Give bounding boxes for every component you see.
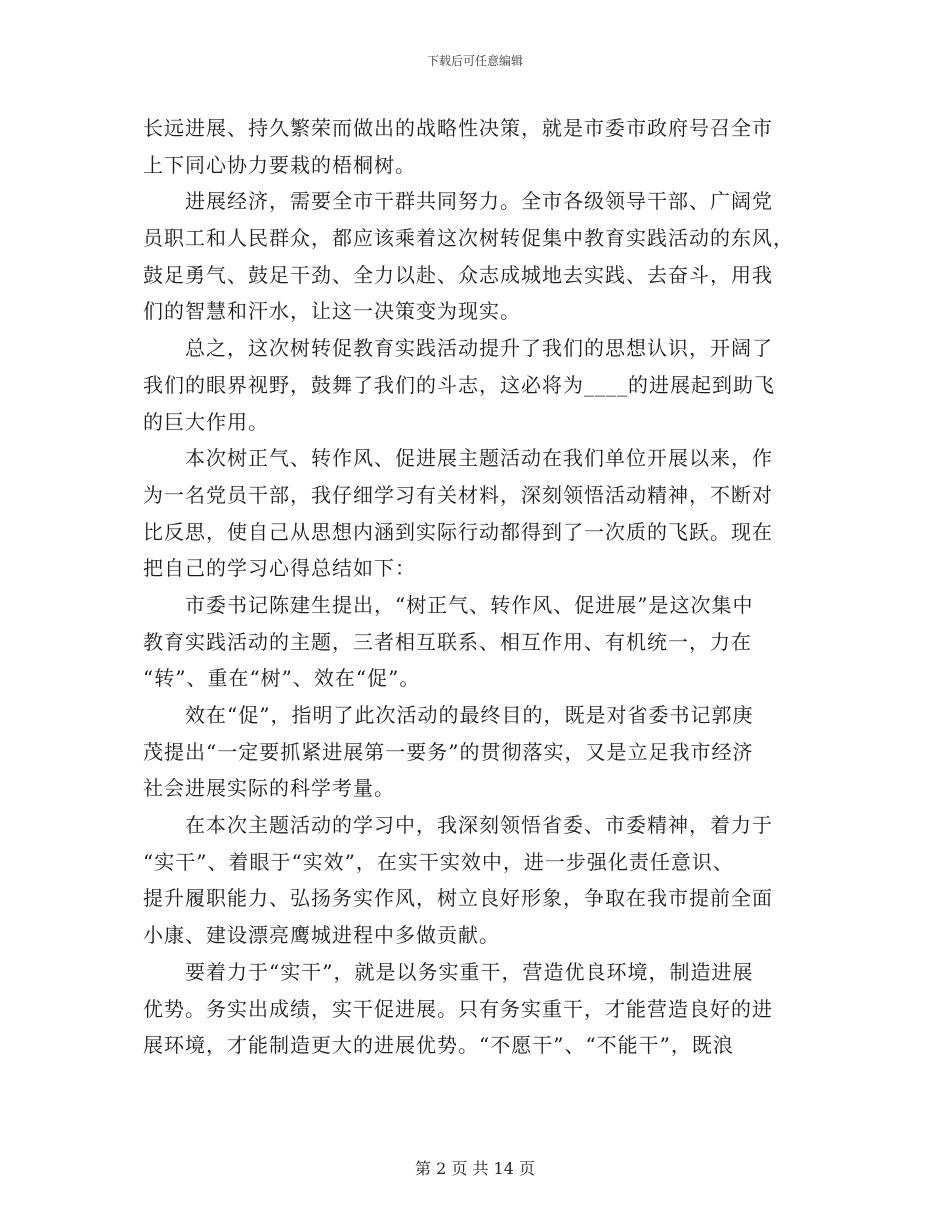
text-line: 本次树正气、转作风、促进展主题活动在我们单位开展以来，作 (185, 446, 773, 471)
text-line: “转”、重在“树”、效在“促”。 (143, 666, 421, 691)
text-line: 教育实践活动的主题，三者相互联系、相互作用、有机统一，力在 (143, 629, 752, 654)
text-line: 效在“促”，指明了此次活动的最终目的，既是对省委书记郭庚 (185, 703, 754, 727)
text-line: 小康、建设漂亮鹰城进程中多做贡献。 (143, 923, 500, 948)
text-line: 总之，这次树转促教育实践活动提升了我们的思想认识，开阔了 (185, 336, 773, 361)
text-line: “实干”、着眼于“实效”，在实干实效中，进一步强化责任意识、 (143, 849, 734, 874)
text-line: 长远进展、持久繁荣而做出的战略性决策，就是市委市政府号召全市 (143, 116, 773, 140)
text-line: 市委书记陈建生提出，“树正气、转作风、促进展”是这次集中 (185, 592, 754, 617)
paragraph (143, 183, 807, 330)
text-line: 为一名党员干部，我仔细学习有关材料，深刻领悟活动精神，不断对 (143, 482, 773, 507)
text-line: 把自己的学习心得总结如下： (143, 556, 416, 581)
text-line: 展环境，才能制造更大的进展优势。“不愿干”、“不能干”，既浪 (143, 1033, 734, 1058)
text-line: 茂提出“一定要抓紧进展第一要务”的贯彻落实，又是立足我市经济 (143, 739, 754, 764)
text-line: 在本次主题活动的学习中，我深刻领悟省委、市委精神，着力于 (185, 813, 773, 838)
page-footer: 第 2 页 共 14 页 (415, 1159, 535, 1178)
page-header: 下载后可任意编辑 (426, 54, 523, 68)
paragraph (143, 587, 807, 697)
text-line: 优势。务实出成绩，实干促进展。只有务实重干，才能营造良好的进 (143, 996, 773, 1021)
paragraph (143, 440, 807, 587)
text-line: 提升履职能力、弘扬务实作风，树立良好形象，争取在我市提前全面 (143, 886, 773, 911)
document-body (143, 110, 807, 1064)
text-line: 进展经济，需要全市干群共同努力。全市各级领导干部、广阔党 (185, 189, 773, 214)
text-line: 鼓足勇气、鼓足干劲、全力以赴、众志成城地去实践、去奋斗，用我 (143, 262, 773, 287)
text-line: 上下同心协力要栽的梧桐树。 (143, 152, 416, 177)
paragraph (143, 807, 807, 954)
text-line: 的巨大作用。 (143, 409, 269, 434)
text-line: 我们的眼界视野，鼓舞了我们的斗志，这必将为____的进展起到助飞 (143, 372, 775, 397)
paragraph (143, 697, 807, 807)
paragraph (143, 330, 807, 440)
text-line: 比反思，使自己从思想内涵到实际行动都得到了一次质的飞跃。现在 (143, 519, 773, 544)
text-line: 们的智慧和汗水，让这一决策变为现实。 (143, 299, 521, 324)
text-line: 社会进展实际的科学考量。 (143, 776, 395, 801)
text-line: 员职工和人民群众，都应该乘着这次树转促集中教育实践活动的东风， (143, 226, 794, 251)
paragraph (143, 954, 807, 1064)
paragraph (143, 110, 807, 183)
text-line: 要着力于“实干”，就是以务实重干，营造优良环境，制造进展 (185, 959, 754, 984)
